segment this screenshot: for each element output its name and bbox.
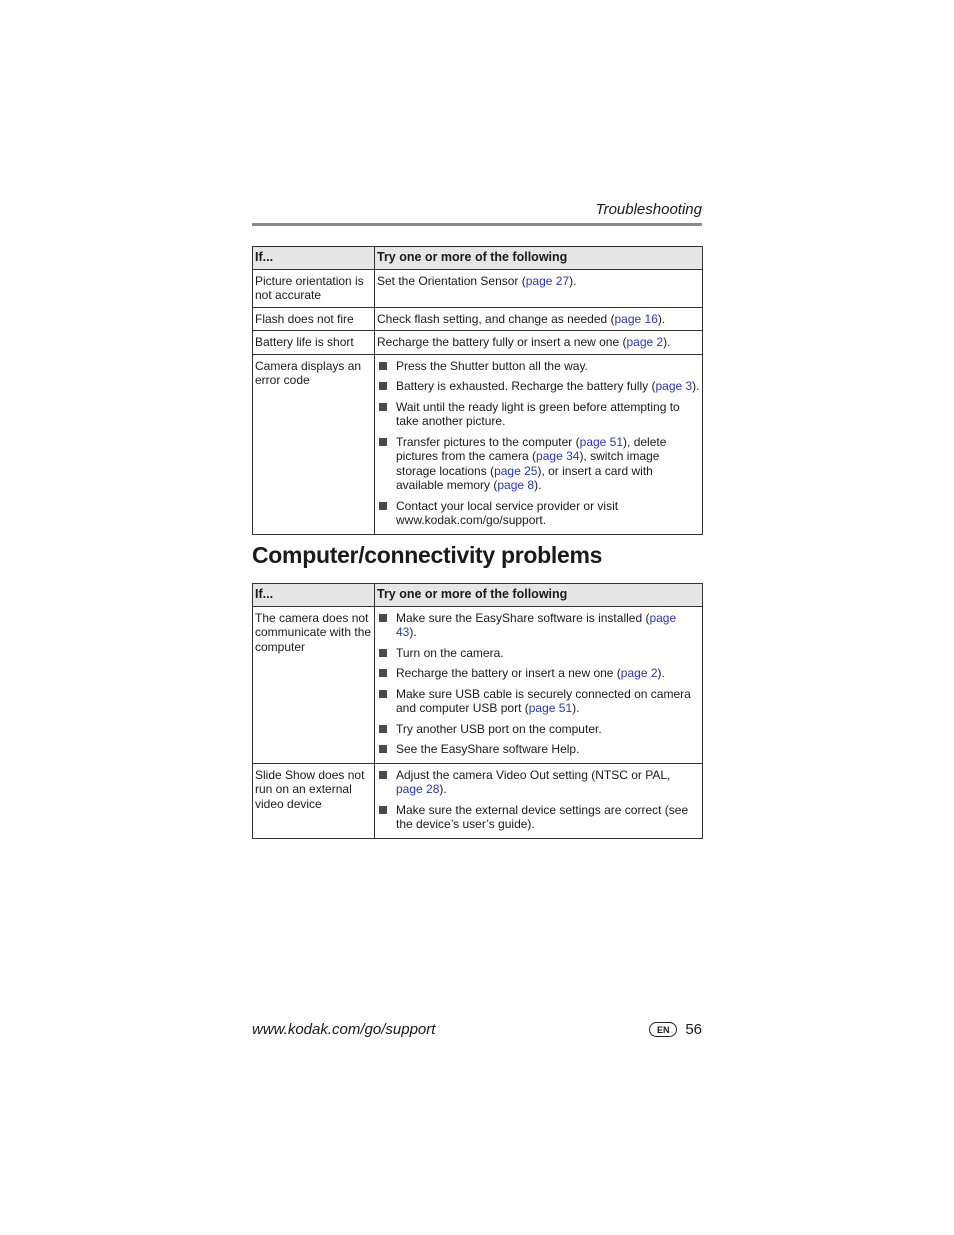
list-item: Make sure USB cable is securely connected on camera and computer USB port (page 51). [377,687,700,716]
problem-cell: Picture orientation is not accurate [253,269,375,307]
table-row [253,269,703,307]
solution-cell: Set the Orientation Sensor (page 27). [375,269,703,307]
table-row [253,354,703,534]
bullet-square-icon [379,690,387,698]
column-header-if: If... [253,247,375,270]
problem-cell: The camera does not communicate with the computer [253,606,375,763]
solution-cell [375,763,703,838]
bullet-square-icon [379,403,387,411]
table-row [253,606,703,763]
troubleshooting-table-connectivity [252,583,703,839]
list-item: Make sure the external device settings are correct (see the device’s user’s guide). [377,803,700,832]
footer-url[interactable]: www.kodak.com/go/support [252,1021,436,1038]
section-title: Computer/connectivity problems [252,542,603,568]
list-item: See the EasyShare software Help. [377,742,700,757]
page-link[interactable]: page 16 [614,311,658,326]
list-item: Try another USB port on the computer. [377,722,700,737]
table-header-row [253,584,703,607]
solution-cell [375,606,703,763]
table-row [253,307,703,331]
page-link[interactable]: page 43 [396,610,677,639]
page-link[interactable]: page 8 [497,478,535,492]
bullet-square-icon [379,614,387,622]
list-item: Recharge the battery or insert a new one (page 2). [377,666,700,681]
page-link[interactable]: page 3 [655,379,693,393]
bullet-square-icon [379,669,387,677]
bullet-square-icon [379,771,387,779]
bullet-square-icon [379,362,387,370]
solution-cell [375,354,703,534]
column-header-try: Try one or more of the following [375,247,703,270]
problem-cell: Slide Show does not run on an external video device [253,763,375,838]
solution-cell: Check flash setting, and change as needed (page 16). [375,307,703,331]
bullet-square-icon [379,745,387,753]
bullet-square-icon [379,725,387,733]
problem-cell: Camera displays an error code [253,354,375,534]
list-item: Transfer pictures to the computer (page 51), delete pictures from the camera (page 34), switch image storage locations (page 25), or insert a card with available memory (page 8). [377,435,700,493]
footer-page-info [649,1021,702,1038]
table-header-row [253,247,703,270]
list-item: Adjust the camera Video Out setting (NTSC or PAL, page 28). [377,768,700,797]
page-link[interactable]: page 27 [525,273,570,288]
header-rule [252,223,702,226]
list-item: Turn on the camera. [377,646,700,661]
language-badge-icon: EN [649,1022,677,1037]
bullet-square-icon [379,382,387,390]
bullet-square-icon [379,502,387,510]
page-link[interactable]: page 25 [494,463,538,478]
page-link[interactable]: page 34 [536,449,580,463]
page-link[interactable]: page 2 [620,666,658,680]
list-item: Press the Shutter button all the way. [377,359,700,374]
column-header-try: Try one or more of the following [375,584,703,607]
page-link[interactable]: page 2 [626,335,664,349]
list-item: Battery is exhausted. Recharge the battery fully (page 3). [377,379,700,394]
solution-cell: Recharge the battery fully or insert a new one (page 2). [375,331,703,355]
list-item: Wait until the ready light is green before attempting to take another picture. [377,400,700,429]
solution-list [377,768,700,832]
page-number: 56 [685,1021,702,1038]
column-header-if: If... [253,584,375,607]
bullet-square-icon [379,649,387,657]
table-row [253,763,703,838]
list-item: Make sure the EasyShare software is installed (page 43). [377,611,700,640]
page-link[interactable]: page 28 [396,782,440,796]
page-link[interactable]: page 51 [579,434,624,449]
problem-cell: Flash does not fire [253,307,375,331]
page-link[interactable]: page 51 [528,701,573,715]
bullet-square-icon [379,438,387,446]
table-row [253,331,703,355]
troubleshooting-table-general [252,246,703,535]
list-item: Contact your local service provider or visit www.kodak.com/go/support. [377,499,700,528]
solution-list [377,611,700,757]
running-header: Troubleshooting [595,201,702,218]
problem-cell: Battery life is short [253,331,375,355]
solution-list [377,359,700,528]
bullet-square-icon [379,806,387,814]
